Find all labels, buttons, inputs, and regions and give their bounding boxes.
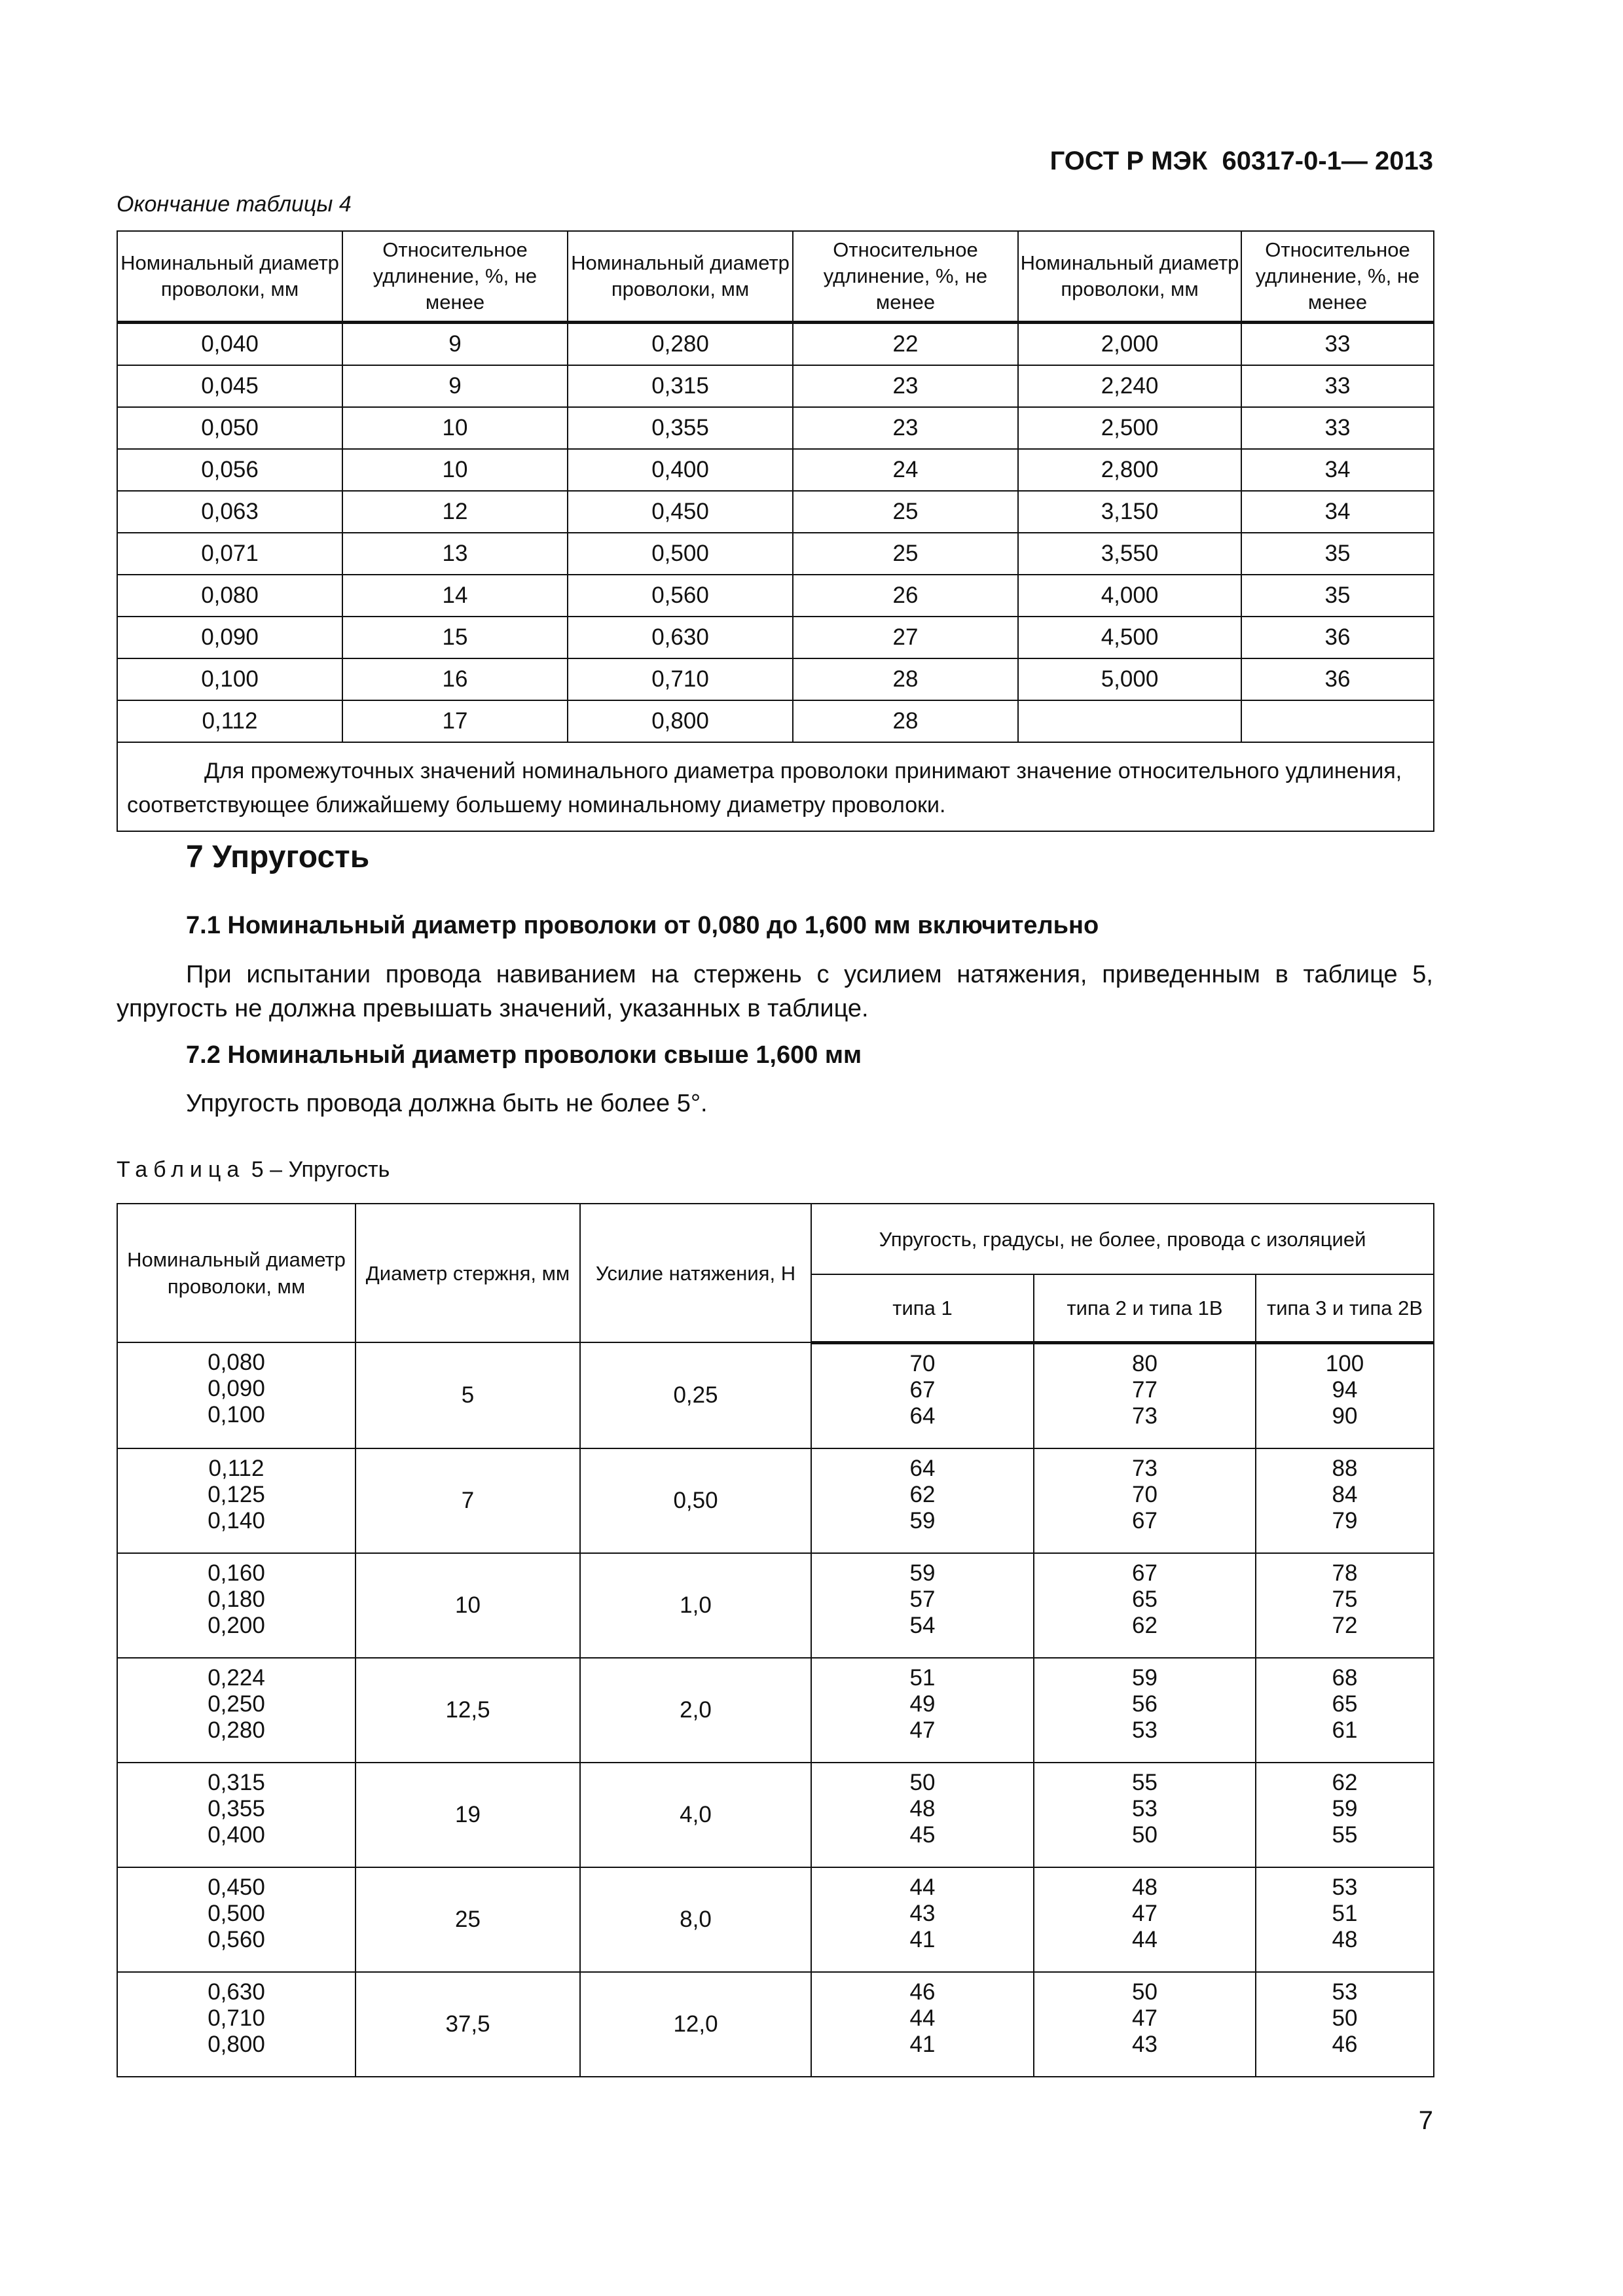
table-row xyxy=(117,407,1434,449)
table5-caption-label: Таблица xyxy=(117,1157,246,1182)
table5-caption-title: 5 – Упругость xyxy=(245,1157,390,1182)
diameter-value: 0,080 xyxy=(208,1350,265,1375)
type1-value: 70 xyxy=(909,1350,936,1376)
type1-cell xyxy=(811,1448,1034,1553)
diameter-value: 0,140 xyxy=(208,1507,265,1534)
table-note: Для промежуточных значений номинального диаметра проволоки принимают значение относительного удлинения, соответствующее ближайшему большему номинальному диаметру проволоки. xyxy=(117,742,1434,831)
type3-value: 53 xyxy=(1332,1874,1358,1900)
diameter-value: 0,125 xyxy=(208,1481,265,1507)
table-row xyxy=(117,617,1434,658)
type2-cell xyxy=(1034,1553,1256,1658)
table-cell: 27 xyxy=(793,617,1018,658)
table-row xyxy=(117,1763,1434,1867)
type1-value: 59 xyxy=(909,1507,936,1534)
type1-value: 51 xyxy=(909,1664,936,1691)
table-cell: 0,400 xyxy=(568,449,793,491)
table-cell: 33 xyxy=(1241,365,1434,407)
section-7-title: 7 Упругость xyxy=(186,840,370,874)
table-cell: 0,100 xyxy=(117,658,342,700)
diameter-value: 0,630 xyxy=(208,1979,265,2005)
type3-cell xyxy=(1256,1867,1434,1972)
table-cell: 25 xyxy=(793,491,1018,533)
table-cell: 3,550 xyxy=(1018,533,1241,575)
column-header-tension: Усилие натяжения, Н xyxy=(580,1204,811,1342)
table-cell: 0,045 xyxy=(117,365,342,407)
type3-value: 62 xyxy=(1332,1769,1358,1795)
column-header: Относительное удлинение, %, не менее xyxy=(1241,231,1434,323)
type2-value: 55 xyxy=(1132,1769,1158,1795)
table-cell: 12 xyxy=(342,491,568,533)
type3-value: 84 xyxy=(1332,1481,1358,1507)
table-cell: 17 xyxy=(342,700,568,742)
table-cell: 14 xyxy=(342,575,568,617)
diameter-value: 0,250 xyxy=(208,1691,265,1717)
type1-cell xyxy=(811,1658,1034,1763)
type3-value: 75 xyxy=(1332,1586,1358,1612)
type1-value: 46 xyxy=(909,1979,936,2005)
tension-cell: 4,0 xyxy=(580,1763,811,1867)
type3-value: 78 xyxy=(1332,1560,1358,1586)
type2-value: 56 xyxy=(1132,1691,1158,1717)
diameter-cell xyxy=(117,1342,356,1448)
table-header-row xyxy=(117,231,1434,323)
type3-value: 59 xyxy=(1332,1795,1358,1821)
type2-value: 77 xyxy=(1132,1376,1158,1403)
table-cell: 0,500 xyxy=(568,533,793,575)
type2-cell xyxy=(1034,1342,1256,1448)
table4-caption: Окончание таблицы 4 xyxy=(117,192,352,217)
table-cell: 33 xyxy=(1241,323,1434,366)
table5-caption xyxy=(117,1157,390,1183)
table-row xyxy=(117,658,1434,700)
column-header-type3: типа 3 и типа 2В xyxy=(1256,1274,1434,1342)
table-cell: 4,500 xyxy=(1018,617,1241,658)
tension-cell: 1,0 xyxy=(580,1553,811,1658)
table-cell: 35 xyxy=(1241,533,1434,575)
type1-value: 50 xyxy=(909,1769,936,1795)
column-header-type1: типа 1 xyxy=(811,1274,1034,1342)
table-cell: 24 xyxy=(793,449,1018,491)
table-cell: 35 xyxy=(1241,575,1434,617)
type3-cell xyxy=(1256,1763,1434,1867)
type3-cell xyxy=(1256,1972,1434,2077)
mandrel-cell: 7 xyxy=(356,1448,580,1553)
mandrel-cell: 5 xyxy=(356,1342,580,1448)
table-cell: 5,000 xyxy=(1018,658,1241,700)
table-cell: 34 xyxy=(1241,491,1434,533)
type2-value: 53 xyxy=(1132,1717,1158,1743)
type1-cell xyxy=(811,1867,1034,1972)
table-cell: 28 xyxy=(793,658,1018,700)
table-header-row xyxy=(117,1204,1434,1274)
table-cell: 0,630 xyxy=(568,617,793,658)
type1-value: 45 xyxy=(909,1821,936,1848)
type1-value: 48 xyxy=(909,1795,936,1821)
diameter-cell xyxy=(117,1553,356,1658)
type1-value: 41 xyxy=(909,2031,936,2057)
table-cell: 22 xyxy=(793,323,1018,366)
type3-value: 72 xyxy=(1332,1612,1358,1638)
type1-value: 62 xyxy=(909,1481,936,1507)
document-header: ГОСТ Р МЭК 60317-0-1— 2013 xyxy=(1049,147,1433,175)
table-row xyxy=(117,575,1434,617)
column-header: Номинальный диаметр проволоки, мм xyxy=(117,231,342,323)
table-cell: 0,090 xyxy=(117,617,342,658)
column-header-diameter: Номинальный диаметр проволоки, мм xyxy=(117,1204,356,1342)
diameter-value: 0,224 xyxy=(208,1664,265,1691)
type1-value: 54 xyxy=(909,1612,936,1638)
mandrel-cell: 25 xyxy=(356,1867,580,1972)
type2-value: 43 xyxy=(1132,2031,1158,2057)
diameter-value: 0,560 xyxy=(208,1926,265,1952)
type1-value: 64 xyxy=(909,1403,936,1429)
type3-value: 65 xyxy=(1332,1691,1358,1717)
column-header: Номинальный диаметр проволоки, мм xyxy=(1018,231,1241,323)
type1-value: 47 xyxy=(909,1717,936,1743)
table-cell xyxy=(1018,700,1241,742)
column-header: Относительное удлинение, %, не менее xyxy=(793,231,1018,323)
elongation-table xyxy=(117,230,1434,832)
table-cell xyxy=(1241,700,1434,742)
type3-value: 46 xyxy=(1332,2031,1358,2057)
tension-cell: 0,25 xyxy=(580,1342,811,1448)
column-header: Относительное удлинение, %, не менее xyxy=(342,231,568,323)
type3-value: 94 xyxy=(1332,1376,1358,1403)
type3-value: 61 xyxy=(1332,1717,1358,1743)
table-cell: 9 xyxy=(342,323,568,366)
diameter-cell xyxy=(117,1763,356,1867)
mandrel-cell: 19 xyxy=(356,1763,580,1867)
column-header-type2: типа 2 и типа 1В xyxy=(1034,1274,1256,1342)
type2-cell xyxy=(1034,1972,1256,2077)
table-row xyxy=(117,1867,1434,1972)
diameter-value: 0,355 xyxy=(208,1795,265,1821)
diameter-value: 0,200 xyxy=(208,1612,265,1638)
diameter-value: 0,450 xyxy=(208,1874,265,1900)
page-number: 7 xyxy=(1418,2106,1433,2135)
table-row xyxy=(117,1342,1434,1448)
type2-value: 67 xyxy=(1132,1560,1158,1586)
table-cell: 0,050 xyxy=(117,407,342,449)
type2-value: 65 xyxy=(1132,1586,1158,1612)
type1-value: 49 xyxy=(909,1691,936,1717)
diameter-cell xyxy=(117,1448,356,1553)
type1-cell xyxy=(811,1342,1034,1448)
type1-value: 64 xyxy=(909,1455,936,1481)
type3-value: 50 xyxy=(1332,2005,1358,2031)
type1-cell xyxy=(811,1763,1034,1867)
type3-value: 88 xyxy=(1332,1455,1358,1481)
table-cell: 34 xyxy=(1241,449,1434,491)
type1-cell xyxy=(811,1553,1034,1658)
type2-cell xyxy=(1034,1867,1256,1972)
table-note-row xyxy=(117,742,1434,831)
table-cell: 2,500 xyxy=(1018,407,1241,449)
type3-value: 100 xyxy=(1325,1350,1364,1376)
diameter-value: 0,400 xyxy=(208,1821,265,1848)
mandrel-cell: 37,5 xyxy=(356,1972,580,2077)
section-7-2-title: 7.2 Номинальный диаметр проволоки свыше 1,600 мм xyxy=(186,1041,862,1069)
tension-cell: 2,0 xyxy=(580,1658,811,1763)
type1-value: 43 xyxy=(909,1900,936,1926)
tension-cell: 12,0 xyxy=(580,1972,811,2077)
table-cell: 0,450 xyxy=(568,491,793,533)
diameter-value: 0,090 xyxy=(208,1376,265,1401)
table-row xyxy=(117,1972,1434,2077)
table-cell: 36 xyxy=(1241,617,1434,658)
diameter-value: 0,315 xyxy=(208,1769,265,1795)
table-cell: 2,240 xyxy=(1018,365,1241,407)
diameter-value: 0,100 xyxy=(208,1402,265,1427)
type3-value: 51 xyxy=(1332,1900,1358,1926)
table-cell: 2,000 xyxy=(1018,323,1241,366)
springback-table xyxy=(117,1203,1434,2077)
diameter-value: 0,710 xyxy=(208,2005,265,2031)
table-cell: 25 xyxy=(793,533,1018,575)
table-cell: 13 xyxy=(342,533,568,575)
table-cell: 26 xyxy=(793,575,1018,617)
table-cell: 0,040 xyxy=(117,323,342,366)
type2-value: 44 xyxy=(1132,1926,1158,1952)
type3-value: 79 xyxy=(1332,1507,1358,1534)
type3-value: 48 xyxy=(1332,1926,1358,1952)
table-cell: 9 xyxy=(342,365,568,407)
table-cell: 0,710 xyxy=(568,658,793,700)
table-cell: 0,355 xyxy=(568,407,793,449)
column-header-mandrel: Диаметр стержня, мм xyxy=(356,1204,580,1342)
type3-cell xyxy=(1256,1342,1434,1448)
table-cell: 10 xyxy=(342,407,568,449)
section-7-2-text: Упругость провода должна быть не более 5°. xyxy=(186,1090,708,1117)
type2-value: 70 xyxy=(1132,1481,1158,1507)
type2-cell xyxy=(1034,1763,1256,1867)
table-cell: 0,080 xyxy=(117,575,342,617)
type2-value: 73 xyxy=(1132,1403,1158,1429)
section-7-1-text: При испытании провода навиванием на стержень с усилием натяжения, приведенным в таблице 5, упругость не должна превышать значений, указанных в таблице. xyxy=(117,961,1433,1022)
table-cell: 2,800 xyxy=(1018,449,1241,491)
diameter-cell xyxy=(117,1658,356,1763)
diameter-value: 0,800 xyxy=(208,2031,265,2057)
tension-cell: 0,50 xyxy=(580,1448,811,1553)
type3-cell xyxy=(1256,1658,1434,1763)
type2-value: 48 xyxy=(1132,1874,1158,1900)
table-cell: 16 xyxy=(342,658,568,700)
type2-cell xyxy=(1034,1448,1256,1553)
type3-value: 55 xyxy=(1332,1821,1358,1848)
type1-cell xyxy=(811,1972,1034,2077)
table-cell: 0,056 xyxy=(117,449,342,491)
mandrel-cell: 12,5 xyxy=(356,1658,580,1763)
table-row xyxy=(117,323,1434,366)
table-cell: 23 xyxy=(793,407,1018,449)
type2-value: 50 xyxy=(1132,1821,1158,1848)
type3-value: 68 xyxy=(1332,1664,1358,1691)
type2-value: 47 xyxy=(1132,1900,1158,1926)
diameter-value: 0,160 xyxy=(208,1560,265,1586)
tension-cell: 8,0 xyxy=(580,1867,811,1972)
table-row xyxy=(117,1448,1434,1553)
table-cell: 33 xyxy=(1241,407,1434,449)
table-row xyxy=(117,533,1434,575)
type2-value: 80 xyxy=(1132,1350,1158,1376)
table-row xyxy=(117,1553,1434,1658)
table-cell: 15 xyxy=(342,617,568,658)
diameter-cell xyxy=(117,1867,356,1972)
diameter-value: 0,112 xyxy=(208,1455,264,1481)
table-cell: 0,071 xyxy=(117,533,342,575)
diameter-value: 0,500 xyxy=(208,1900,265,1926)
table-cell: 0,280 xyxy=(568,323,793,366)
mandrel-cell: 10 xyxy=(356,1553,580,1658)
type2-value: 53 xyxy=(1132,1795,1158,1821)
type2-value: 47 xyxy=(1132,2005,1158,2031)
table-cell: 0,315 xyxy=(568,365,793,407)
table-row xyxy=(117,700,1434,742)
diameter-value: 0,280 xyxy=(208,1717,265,1743)
type3-cell xyxy=(1256,1553,1434,1658)
table-cell: 28 xyxy=(793,700,1018,742)
type2-cell xyxy=(1034,1658,1256,1763)
type3-value: 90 xyxy=(1332,1403,1358,1429)
table-cell: 4,000 xyxy=(1018,575,1241,617)
type3-cell xyxy=(1256,1448,1434,1553)
table-cell: 10 xyxy=(342,449,568,491)
section-7-1-title: 7.1 Номинальный диаметр проволоки от 0,080 до 1,600 мм включительно xyxy=(186,912,1099,939)
type1-value: 59 xyxy=(909,1560,936,1586)
column-header: Номинальный диаметр проволоки, мм xyxy=(568,231,793,323)
type3-value: 53 xyxy=(1332,1979,1358,2005)
type2-value: 50 xyxy=(1132,1979,1158,2005)
table-cell: 0,800 xyxy=(568,700,793,742)
diameter-cell xyxy=(117,1972,356,2077)
type2-value: 62 xyxy=(1132,1612,1158,1638)
type1-value: 41 xyxy=(909,1926,936,1952)
table-row xyxy=(117,365,1434,407)
table-cell: 23 xyxy=(793,365,1018,407)
table-row xyxy=(117,1658,1434,1763)
diameter-value: 0,180 xyxy=(208,1586,265,1612)
type1-value: 67 xyxy=(909,1376,936,1403)
table-row xyxy=(117,491,1434,533)
column-header-springback: Упругость, градусы, не более, провода с изоляцией xyxy=(811,1204,1434,1274)
table-cell: 0,112 xyxy=(117,700,342,742)
type1-value: 44 xyxy=(909,1874,936,1900)
type2-value: 59 xyxy=(1132,1664,1158,1691)
table-cell: 36 xyxy=(1241,658,1434,700)
type2-value: 73 xyxy=(1132,1455,1158,1481)
table-row xyxy=(117,449,1434,491)
type2-value: 67 xyxy=(1132,1507,1158,1534)
table-cell: 3,150 xyxy=(1018,491,1241,533)
type1-value: 57 xyxy=(909,1586,936,1612)
table-cell: 0,063 xyxy=(117,491,342,533)
table-cell: 0,560 xyxy=(568,575,793,617)
type1-value: 44 xyxy=(909,2005,936,2031)
